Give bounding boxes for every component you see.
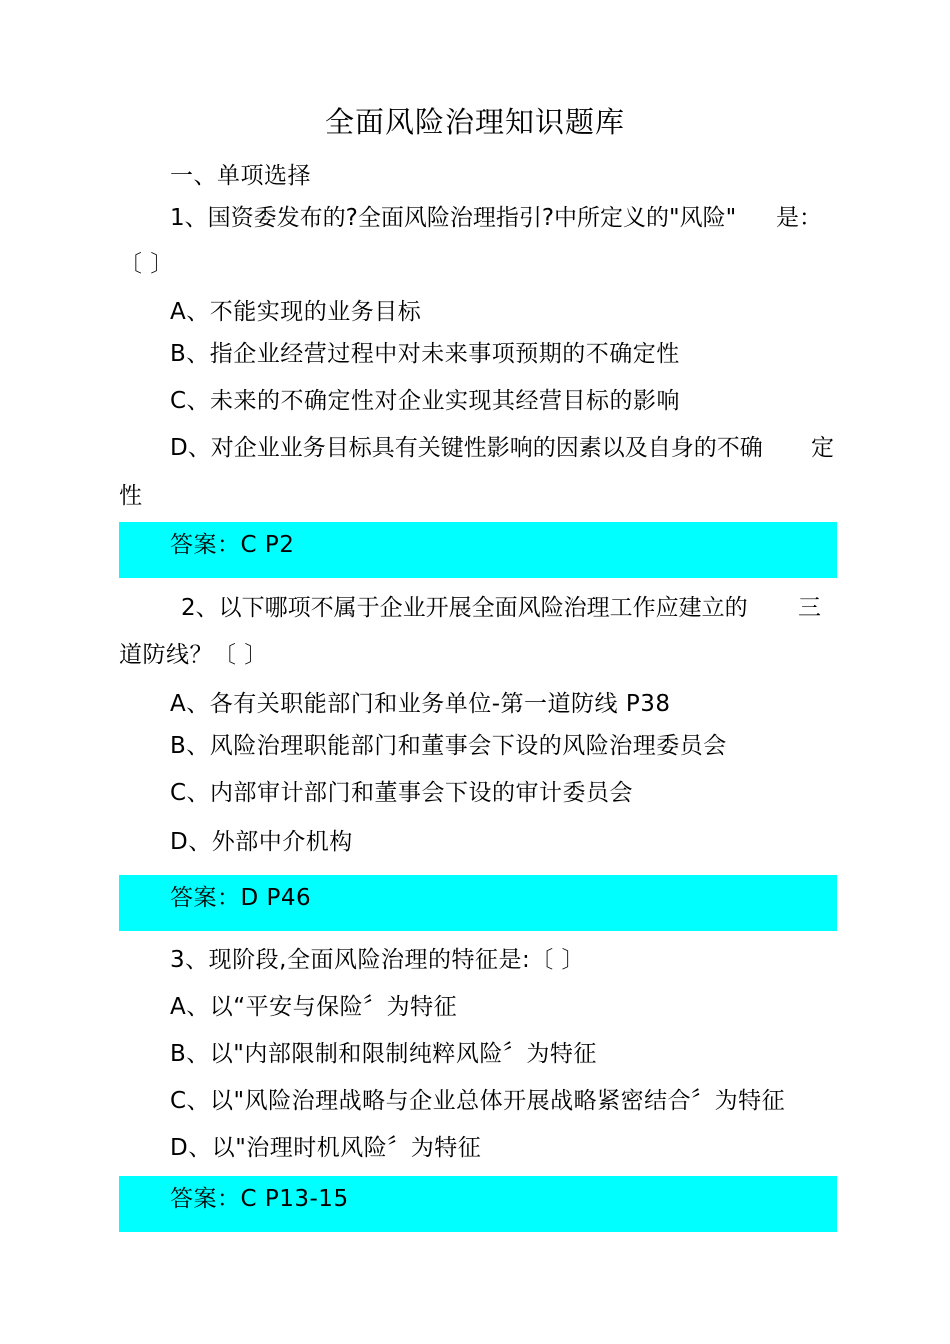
question-2-answer: 答案：D P46 [170, 885, 312, 911]
question-1-option-a: A、不能实现的业务目标 [170, 299, 422, 325]
question-3-option-a: A、以“平安与保险〞为特征 [170, 994, 458, 1020]
question-2-stem-line2: 道防线？〔 〕 [119, 642, 268, 668]
question-1-option-c: C、未来的不确定性对企业实现其经营目标的影响 [170, 388, 681, 414]
question-1-option-d-end: 定 [811, 435, 834, 461]
question-1-option-d-line2: 性 [119, 483, 143, 509]
question-1-answer-bar [119, 522, 837, 578]
question-2-option-c: C、内部审计部门和董事会下设的审计委员会 [170, 780, 634, 806]
question-1-stem-end: 是： [776, 205, 822, 231]
question-2-answer-bar [119, 875, 837, 931]
page-title: 全面风险治理知识题库 [324, 105, 625, 139]
question-1-stem-text: 1、国资委发布的?全面风险治理指引?中所定义的"风险" [170, 205, 737, 231]
question-2-stem-text: 2、以下哪项不属于企业开展全面风险治理工作应建立的 [181, 595, 748, 621]
question-3-option-c: C、以"风险治理战略与企业总体开展战略紧密结合〞为特征 [170, 1088, 786, 1114]
question-2-option-d: D、外部中介机构 [170, 829, 353, 855]
question-1-stem-line1 [170, 204, 822, 232]
question-3-option-b: B、以"内部限制和限制纯粹风险〞为特征 [170, 1041, 597, 1067]
section-heading: 一、单项选择 [170, 163, 311, 189]
question-1-option-b: B、指企业经营过程中对未来事项预期的不确定性 [170, 341, 680, 367]
question-2-option-a: A、各有关职能部门和业务单位-第一道防线 P38 [170, 691, 671, 717]
question-3-answer-bar [119, 1176, 837, 1232]
question-2-stem-end: 三 [798, 595, 821, 621]
question-2-stem-line1 [181, 594, 821, 622]
question-1-stem-line2: 〔 〕 [119, 251, 174, 277]
question-3-option-d: D、以"治理时机风险〞为特征 [170, 1135, 482, 1161]
question-1-answer: 答案：C P2 [170, 532, 295, 558]
question-1-option-d-text: D、对企业业务目标具有关键性影响的因素以及自身的不确 [170, 435, 763, 461]
question-3-answer: 答案：C P13-15 [170, 1186, 349, 1212]
question-1-option-d-line1 [170, 434, 834, 462]
question-2-option-b: B、风险治理职能部门和董事会下设的风险治理委员会 [170, 733, 727, 759]
question-3-stem: 3、现阶段,全面风险治理的特征是:〔 〕 [170, 947, 586, 973]
